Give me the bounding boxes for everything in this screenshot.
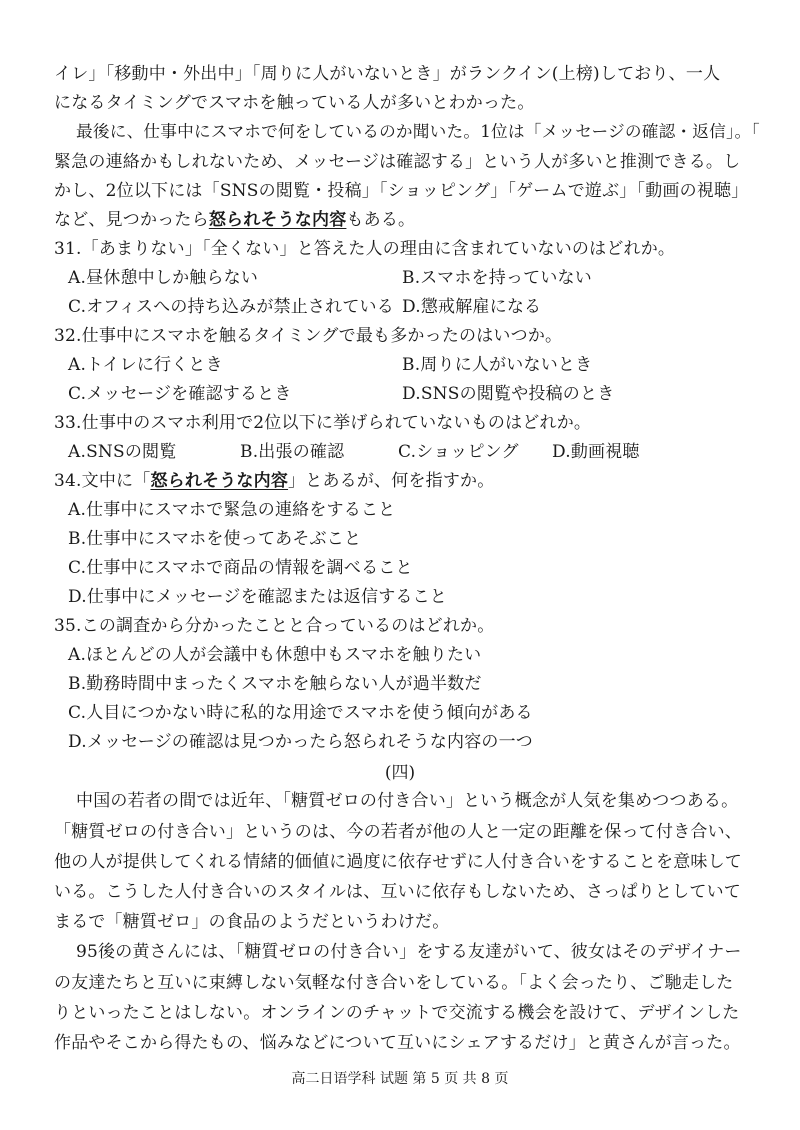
question-32: 32.仕事中にスマホを触るタイミングで最も多かったのはいつか。 (54, 326, 563, 346)
q35-option-b: B.勤務時間中まったくスマホを触らない人が過半数だ (68, 674, 482, 694)
passage-text: もある。 (346, 210, 416, 230)
question-31: 31.「あまりない」「全くない」と答えた人の理由に含まれていないのはどれか。 (54, 239, 676, 259)
underlined-phrase: 怒られそうな内容 (150, 471, 289, 491)
q34-option-d: D.仕事中にメッセージを確認または返信すること (68, 587, 448, 607)
q31-option-a: A.昼休憩中しか触らない (68, 268, 259, 288)
question-33: 33.仕事中のスマホ利用で2位以下に挙げられていないものはどれか。 (54, 413, 592, 433)
passage-line: まるで「糖質ゼロ」の食品のようだというわけだ。 (54, 912, 450, 932)
q31-option-c: C.オフィスへの持ち込みが禁止されている (68, 297, 394, 317)
question-text: 34.文中に「 (54, 471, 151, 491)
q31-option-b: B.スマホを持っていない (402, 268, 592, 288)
q33-option-c: C.ショッピング (398, 442, 519, 462)
passage-line: 「糖質ゼロの付き合い」というのは、今の若者が他の人と一定の距離を保って付き合い、 (54, 822, 742, 842)
q35-option-d: D.メッセージの確認は見つかったら怒られそうな内容の一つ (68, 732, 534, 752)
q32-option-c: C.メッセージを確認するとき (68, 384, 292, 404)
passage-line: になるタイミングでスマホを触っている人が多いとわかった。 (54, 93, 535, 113)
passage-text: など、見つかったら (54, 210, 209, 230)
q32-option-a: A.トイレに行くとき (68, 355, 223, 375)
q33-option-d: D.動画視聴 (552, 442, 640, 462)
q33-option-a: A.SNSの閲覧 (68, 442, 177, 462)
q32-option-d: D.SNSの閲覧や投稿のとき (402, 384, 615, 404)
question-34 (54, 470, 494, 492)
passage-line: 緊急の連絡かもしれないため、メッセージは確認する」という人が多いと推測できる。し (54, 152, 741, 172)
page-footer: 高二日语学科 试题 第 5 页 共 8 页 (291, 1071, 509, 1087)
section-title: (四) (384, 763, 416, 783)
passage-line: 他の人が提供してくれる情緒的価値に過度に依存せずに人付き合いをすることを意味して (54, 852, 742, 872)
passage-line: イレ」「移動中・外出中」「周りに人がいないとき」がランクイン(上榜)しており、一人 (54, 64, 721, 84)
q35-option-a: A.ほとんどの人が会議中も休憩中もスマホを触りたい (68, 645, 482, 665)
passage-line: いる。こうした人付き合いのスタイルは、互いに依存もしないため、さっぱりとしていて (54, 882, 741, 902)
passage-line (54, 209, 415, 231)
q34-option-b: B.仕事中にスマホを使ってあそぶこと (68, 529, 362, 549)
passage-line: 95後の黄さんには、「糖質ゼロの付き合い」をする友達がいて、彼女はそのデザイナー (76, 942, 742, 962)
passage-line: かし、2位以下には「SNSの閲覧・投稿」「ショッピング」「ゲームで遊ぶ」「動画の視聴」 (54, 181, 749, 201)
q32-option-b: B.周りに人がいないとき (402, 355, 593, 375)
q31-option-d: D.懲戒解雇になる (402, 297, 542, 317)
passage-line: 作品やそこから得たもの、悩みなどについて互いにシェアするだけ」と黄さんが言った。 (54, 1033, 741, 1053)
underlined-phrase: 怒られそうな内容 (208, 210, 347, 230)
q35-option-c: C.人目につかない時に私的な用途でスマホを使う傾向がある (68, 703, 533, 723)
q34-option-c: C.仕事中にスマホで商品の情報を調べること (68, 558, 413, 578)
q34-option-a: A.仕事中にスマホで緊急の連絡をすること (68, 500, 396, 520)
question-text: 」とあるが、何を指すか。 (288, 471, 495, 491)
passage-line: 最後に、仕事中にスマホで何をしているのか聞いた。1位は「メッセージの確認・返信」。「 (76, 122, 760, 141)
passage-line: の友達たちと互いに束縛しない気軽な付き合いをしている。「よく会ったり、ご馳走した (54, 973, 734, 993)
passage-line: りといったことはしない。オンラインのチャットで交流する機会を設けて、デザインした (54, 1003, 740, 1023)
question-35: 35.この調査から分かったことと合っているのはどれか。 (54, 616, 495, 636)
q33-option-b: B.出張の確認 (240, 442, 345, 462)
passage-line: 中国の若者の間では近年、「糖質ゼロの付き合い」という概念が人気を集めつつある。 (76, 791, 739, 811)
